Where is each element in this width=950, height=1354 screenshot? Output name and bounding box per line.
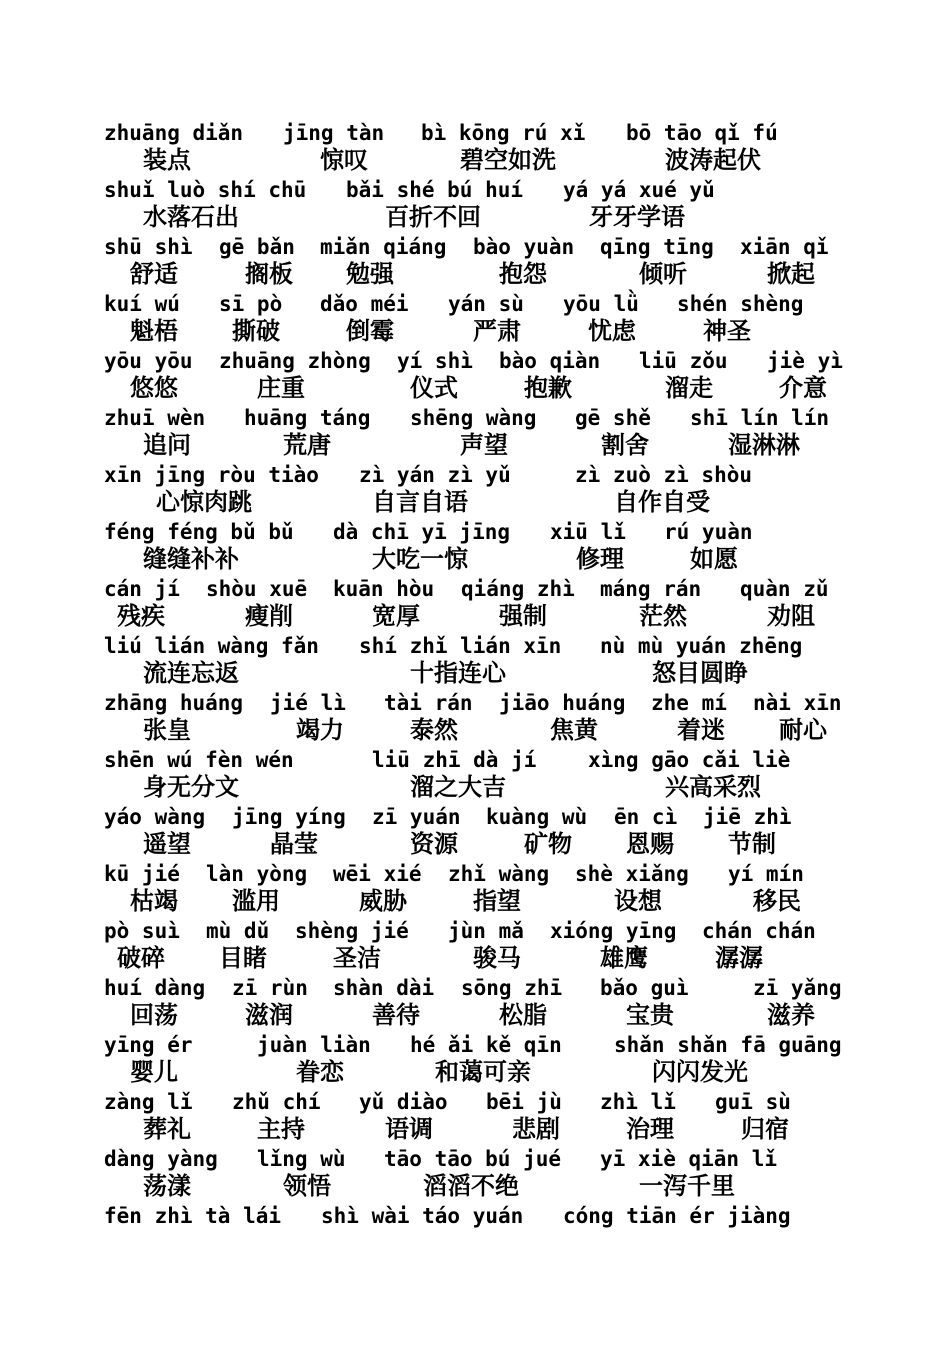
pinyin-word: tāo tāo bú jué [384,1147,562,1171]
hanzi-word: 荒唐 [283,431,331,459]
pinyin-word: bǎo guì [600,976,689,1000]
hanzi-word: 归宿 [741,1115,789,1143]
hanzi-line [0,715,950,745]
pinyin-word: yáo wàng [104,805,206,829]
pinyin-word: juàn liàn [257,1033,371,1057]
pinyin-word: shū shì [104,235,193,259]
hanzi-word: 宝贵 [626,1001,674,1029]
pinyin-word: liú lián wàng fǎn [104,634,319,658]
hanzi-word: 忧虑 [588,317,636,345]
hanzi-word: 张皇 [143,716,191,744]
hanzi-word: 湿淋淋 [728,431,800,459]
pinyin-word: kū jié [104,862,180,886]
pinyin-word: zhì lǐ [600,1090,676,1114]
hanzi-word: 劝阻 [767,602,815,630]
pinyin-word: mù dǔ [206,919,270,943]
hanzi-word: 治理 [626,1115,674,1143]
pinyin-word: kuí wú [104,292,180,316]
pinyin-word: yán sù [448,292,524,316]
pinyin-line [0,1202,950,1232]
pinyin-word: nù mù yuán zhēng [600,634,803,658]
hanzi-word: 骏马 [473,944,521,972]
pinyin-word: làn yòng [206,862,308,886]
hanzi-word: 波涛起伏 [665,146,761,174]
pinyin-word: zì yán zì yǔ [359,463,511,487]
pinyin-word: gē bǎn [219,235,295,259]
hanzi-word: 茫然 [639,602,687,630]
hanzi-word: 碧空如洗 [460,146,556,174]
pinyin-word: fēn zhì tà lái [104,1204,282,1228]
pinyin-word: pò suì [104,919,180,943]
pinyin-word: yí mín [728,862,804,886]
hanzi-word: 神圣 [703,317,751,345]
hanzi-word: 威胁 [359,887,407,915]
hanzi-word: 圣洁 [333,944,381,972]
hanzi-line [0,1171,950,1201]
hanzi-line [0,316,950,346]
pinyin-word: yǔ diào [359,1090,448,1114]
hanzi-word: 着迷 [677,716,725,744]
pinyin-word: shēng wàng [410,406,537,430]
hanzi-word: 晶莹 [270,830,318,858]
hanzi-word: 惊叹 [320,146,368,174]
pinyin-word: quàn zǔ [740,577,829,601]
pinyin-word: bǎi shé bú huí [346,178,524,202]
hanzi-word: 溜之大吉 [410,773,506,801]
hanzi-word: 悲剧 [512,1115,560,1143]
pinyin-word: zàng lǐ [104,1090,193,1114]
hanzi-word: 破碎 [117,944,165,972]
hanzi-word: 舒适 [130,260,178,288]
pinyin-word: wēi xié [333,862,422,886]
pinyin-word: yá yá xué yǔ [563,178,715,202]
pinyin-word: hé ǎi kě qīn [410,1033,562,1057]
hanzi-word: 兴高采烈 [665,773,761,801]
hanzi-word: 身无分文 [143,773,239,801]
pinyin-word: jīng yíng [232,805,346,829]
pinyin-word: shén shèng [677,292,804,316]
hanzi-word: 松脂 [499,1001,547,1029]
hanzi-line [0,1057,950,1087]
pinyin-word: zhuāng diǎn [104,121,244,145]
pinyin-word: féng féng bǔ bǔ [104,520,294,544]
hanzi-word: 移民 [753,887,801,915]
hanzi-word: 悠悠 [130,374,178,402]
pinyin-word: xiān qǐ [740,235,829,259]
hanzi-word: 主持 [257,1115,305,1143]
hanzi-word: 目睹 [219,944,267,972]
pinyin-word: huāng táng [244,406,371,430]
hanzi-word: 回荡 [130,1001,178,1029]
pinyin-word: nài xīn [753,691,842,715]
hanzi-word: 抱歉 [524,374,572,402]
pinyin-word: shí zhǐ lián xīn [359,634,562,658]
pinyin-word: cóng tiān ér jiàng [563,1204,791,1228]
hanzi-word: 竭力 [296,716,344,744]
pinyin-word: jiāo huáng [499,691,626,715]
pinyin-word: chán chán [702,919,816,943]
pinyin-word: sōng zhī [461,976,563,1000]
pinyin-word: sī pò [219,292,283,316]
hanzi-word: 滔滔不绝 [423,1172,519,1200]
hanzi-word: 宽厚 [372,602,420,630]
hanzi-word: 恩赐 [626,830,674,858]
pinyin-word: bào yuàn [473,235,575,259]
hanzi-line [0,658,950,688]
hanzi-word: 雄鹰 [600,944,648,972]
hanzi-word: 抱怨 [499,260,547,288]
hanzi-word: 倾听 [639,260,687,288]
hanzi-word: 追问 [143,431,191,459]
pinyin-word: shuǐ luò shí chū [104,178,307,202]
pinyin-word: zhuī wèn [104,406,206,430]
pinyin-word: yīng ér [104,1033,193,1057]
pinyin-word: zhǔ chí [232,1090,321,1114]
pinyin-word: kuàng wù [486,805,588,829]
hanzi-word: 和蔼可亲 [435,1058,531,1086]
hanzi-line [0,202,950,232]
pinyin-word: cán jí [104,577,180,601]
hanzi-word: 倒霉 [346,317,394,345]
hanzi-word: 设想 [614,887,662,915]
hanzi-word: 焦黄 [550,716,598,744]
pinyin-word: shēn wú fèn wén [104,748,294,772]
hanzi-word: 语调 [385,1115,433,1143]
hanzi-word: 撕破 [232,317,280,345]
hanzi-word: 葬礼 [143,1115,191,1143]
pinyin-word: xīn jīng ròu tiào [104,463,319,487]
hanzi-word: 心惊肉跳 [156,488,252,516]
hanzi-line [0,259,950,289]
hanzi-word: 强制 [499,602,547,630]
hanzi-word: 自作自受 [614,488,710,516]
pinyin-word: shòu xuē [206,577,308,601]
hanzi-line [0,544,950,574]
pinyin-word: shǎn shǎn fā guāng [614,1033,842,1057]
hanzi-word: 修理 [576,545,624,573]
pinyin-word: shì wài táo yuán [321,1204,524,1228]
hanzi-word: 如愿 [690,545,738,573]
pinyin-word: zì zuò zì shòu [575,463,753,487]
pinyin-word: zī yǎng [753,976,842,1000]
hanzi-word: 水落石出 [143,203,239,231]
hanzi-word: 一泻千里 [639,1172,735,1200]
pinyin-word: lǐng wù [257,1147,346,1171]
hanzi-word: 介意 [779,374,827,402]
hanzi-word: 闪闪发光 [652,1058,748,1086]
pinyin-word: yōu lǜ [563,292,639,316]
pinyin-word: xióng yīng [550,919,677,943]
hanzi-word: 掀起 [767,260,815,288]
hanzi-word: 指望 [473,887,521,915]
pinyin-word: yí shì [397,349,473,373]
hanzi-word: 溜走 [665,374,713,402]
hanzi-word: 资源 [410,830,458,858]
pinyin-word: qīng tīng [600,235,714,259]
pinyin-word: jīng tàn [283,121,385,145]
hanzi-word: 怒目圆睁 [652,659,748,687]
pinyin-word: gē shě [575,406,651,430]
pinyin-word: dàng yàng [104,1147,218,1171]
pinyin-word: shī lín lín [690,406,830,430]
pinyin-word: zhe mí [651,691,727,715]
pinyin-word: bēi jù [486,1090,562,1114]
hanzi-word: 婴儿 [130,1058,178,1086]
hanzi-line [0,145,950,175]
pinyin-word: zhuāng zhòng [219,349,371,373]
pinyin-word: jiē zhì [703,805,792,829]
hanzi-word: 流连忘返 [143,659,239,687]
pinyin-word: zī yuán [372,805,461,829]
hanzi-word: 领悟 [283,1172,331,1200]
hanzi-word: 瘦削 [245,602,293,630]
pinyin-word: bō tāo qǐ fú [626,121,778,145]
hanzi-line [0,886,950,916]
pinyin-word: yī xiè qiān lǐ [600,1147,778,1171]
hanzi-word: 善待 [372,1001,420,1029]
pinyin-word: rú yuàn [664,520,753,544]
hanzi-word: 严肃 [473,317,521,345]
pinyin-word: qiáng zhì [461,577,575,601]
hanzi-word: 仪式 [410,374,458,402]
hanzi-word: 滋养 [767,1001,815,1029]
hanzi-line [0,487,950,517]
hanzi-word: 枯竭 [130,887,178,915]
hanzi-word: 自言自语 [372,488,468,516]
pinyin-word: shàn dài [333,976,435,1000]
pinyin-word: zhāng huáng [104,691,244,715]
pinyin-word: liū zǒu [639,349,728,373]
hanzi-word: 割舍 [601,431,649,459]
pinyin-word: shè xiǎng [575,862,689,886]
pinyin-word: bì kōng rú xǐ [421,121,586,145]
hanzi-word: 眷恋 [296,1058,344,1086]
pinyin-word: kuān hòu [333,577,435,601]
hanzi-word: 勉强 [346,260,394,288]
pinyin-word: tài rán [384,691,473,715]
hanzi-line [0,943,950,973]
hanzi-word: 十指连心 [410,659,506,687]
hanzi-word: 搁板 [245,260,293,288]
hanzi-word: 装点 [143,146,191,174]
pinyin-word: xiū lǐ [550,520,626,544]
pinyin-word: jié lì [270,691,346,715]
pinyin-word: jùn mǎ [448,919,524,943]
pinyin-word: miǎn qiáng [320,235,447,259]
pinyin-word: máng rán [600,577,702,601]
hanzi-line [0,772,950,802]
pinyin-word: ēn cì [614,805,678,829]
hanzi-line [0,601,950,631]
hanzi-word: 滥用 [232,887,280,915]
pinyin-word: jiè yì [767,349,843,373]
hanzi-word: 大吃一惊 [372,545,468,573]
pinyin-word: guī sù [715,1090,791,1114]
pinyin-word: huí dàng [104,976,206,1000]
hanzi-line [0,1000,950,1030]
pinyin-word: bào qiàn [499,349,601,373]
hanzi-word: 庄重 [257,374,305,402]
pinyin-word: zī rùn [232,976,308,1000]
hanzi-word: 牙牙学语 [589,203,685,231]
hanzi-word: 荡漾 [143,1172,191,1200]
pinyin-word: xìng gāo cǎi liè [588,748,791,772]
hanzi-word: 泰然 [410,716,458,744]
hanzi-word: 滋润 [245,1001,293,1029]
pinyin-word: shèng jié [295,919,409,943]
hanzi-word: 缝缝补补 [143,545,239,573]
hanzi-line [0,430,950,460]
pinyin-word: zhǐ wàng [448,862,550,886]
hanzi-word: 矿物 [524,830,572,858]
pinyin-word: dà chī yī jīng [333,520,511,544]
hanzi-line [0,1114,950,1144]
hanzi-word: 节制 [728,830,776,858]
pinyin-word: liū zhī dà jí [372,748,537,772]
hanzi-line [0,829,950,859]
hanzi-word: 潺潺 [715,944,763,972]
pinyin-word: yōu yōu [104,349,193,373]
hanzi-line [0,373,950,403]
hanzi-word: 耐心 [779,716,827,744]
hanzi-word: 声望 [460,431,508,459]
hanzi-word: 魁梧 [130,317,178,345]
pinyin-word: dǎo méi [320,292,409,316]
hanzi-word: 残疾 [117,602,165,630]
hanzi-word: 百折不回 [385,203,481,231]
hanzi-word: 遥望 [143,830,191,858]
